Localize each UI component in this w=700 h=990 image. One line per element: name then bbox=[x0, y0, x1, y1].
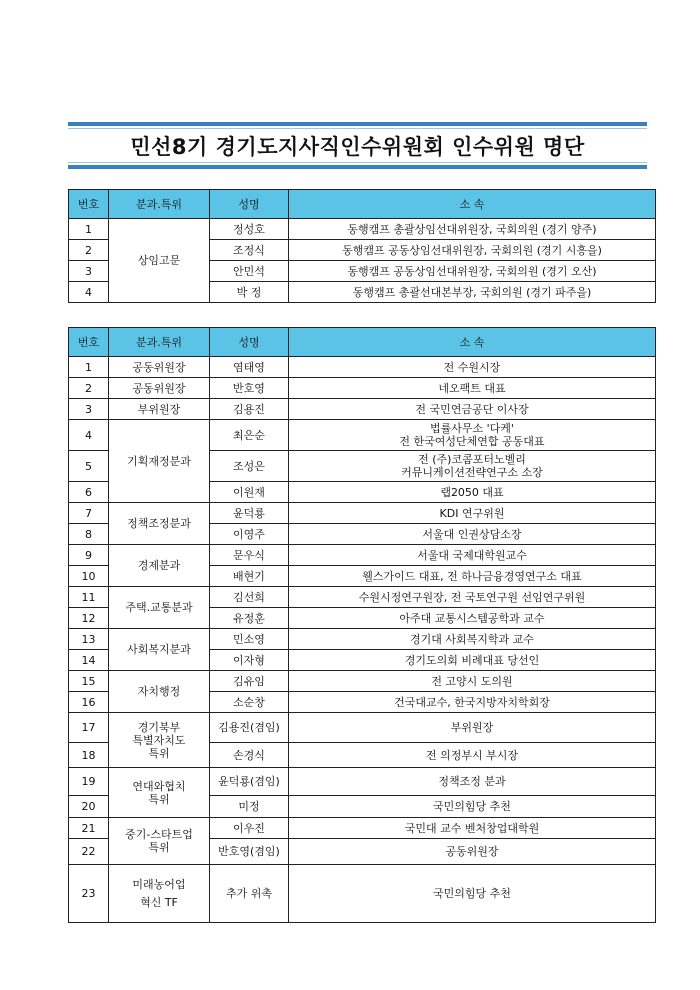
row-num: 14 bbox=[69, 650, 109, 671]
row-affiliation: 수원시정연구원장, 전 국토연구원 선임연구위원 bbox=[289, 587, 656, 608]
row-affiliation: 국민의힘당 추천 bbox=[289, 865, 656, 923]
row-affiliation: 부위원장 bbox=[289, 713, 656, 743]
row-affiliation bbox=[289, 451, 656, 482]
row-name: 반호영(겸임) bbox=[210, 839, 289, 865]
table-row bbox=[69, 399, 656, 420]
row-name: 윤덕룡(겸임) bbox=[210, 768, 289, 796]
header-num: 번호 bbox=[69, 190, 109, 219]
row-num: 3 bbox=[69, 261, 109, 282]
row-num: 7 bbox=[69, 503, 109, 524]
row-name: 이우진 bbox=[210, 818, 289, 839]
members-table bbox=[68, 327, 656, 923]
row-affiliation: 동행캠프 총괄선대본부장, 국회의원 (경기 파주을) bbox=[289, 282, 656, 303]
table-header-row bbox=[69, 328, 656, 357]
row-affiliation: 동행캠프 총괄상임선대위원장, 국회의원 (경기 양주) bbox=[289, 219, 656, 240]
table-row bbox=[69, 713, 656, 743]
row-division: 경제분과 bbox=[109, 545, 210, 587]
affiliation-line: 커뮤니케이션전략연구소 소장 bbox=[401, 466, 543, 479]
row-num: 4 bbox=[69, 420, 109, 451]
row-division: 기획재정분과 bbox=[109, 420, 210, 503]
row-division bbox=[109, 713, 210, 768]
row-division: 부위원장 bbox=[109, 399, 210, 420]
row-num: 11 bbox=[69, 587, 109, 608]
division-line: 특위 bbox=[148, 841, 170, 854]
table-row bbox=[69, 587, 656, 608]
row-affiliation: 정책조정 분과 bbox=[289, 768, 656, 796]
table-row bbox=[69, 545, 656, 566]
row-num: 4 bbox=[69, 282, 109, 303]
row-num: 2 bbox=[69, 240, 109, 261]
row-name: 안민석 bbox=[210, 261, 289, 282]
affiliation-line: 전 (주)코콤포터노벨리 bbox=[418, 453, 526, 466]
page-title: 민선8기 경기도지사직인수위원회 인수위원 명단 bbox=[130, 134, 585, 159]
division-line: 미래농어업 bbox=[132, 878, 186, 891]
division-line: 중기-스타트업 bbox=[125, 828, 193, 841]
row-name: 조정식 bbox=[210, 240, 289, 261]
row-name: 유정훈 bbox=[210, 608, 289, 629]
row-name: 염태영 bbox=[210, 357, 289, 378]
header-name: 성명 bbox=[210, 190, 289, 219]
row-num: 8 bbox=[69, 524, 109, 545]
row-affiliation: 동행캠프 공동상임선대위원장, 국회의원 (경기 시흥을) bbox=[289, 240, 656, 261]
affiliation-line: 법률사무소 '다케' bbox=[430, 422, 514, 435]
row-num: 19 bbox=[69, 768, 109, 796]
row-division: 공동위원장 bbox=[109, 357, 210, 378]
row-division: 사회복지분과 bbox=[109, 629, 210, 671]
row-division bbox=[109, 818, 210, 865]
row-name: 민소영 bbox=[210, 629, 289, 650]
header-num: 번호 bbox=[69, 328, 109, 357]
row-name: 손경식 bbox=[210, 743, 289, 768]
row-affiliation: 서울대 인권상담소장 bbox=[289, 524, 656, 545]
row-affiliation: 건국대교수, 한국지방자치학회장 bbox=[289, 692, 656, 713]
table-row bbox=[69, 818, 656, 839]
division-line: 경기북부 bbox=[137, 720, 181, 734]
row-num: 22 bbox=[69, 839, 109, 865]
row-division: 정책조정분과 bbox=[109, 503, 210, 545]
row-division bbox=[109, 768, 210, 818]
row-affiliation: 국민대 교수 벤처창업대학원 bbox=[289, 818, 656, 839]
row-name: 배현기 bbox=[210, 566, 289, 587]
row-name: 윤덕룡 bbox=[210, 503, 289, 524]
division-line: 연대와협치 bbox=[132, 779, 186, 793]
row-name: 조성은 bbox=[210, 451, 289, 482]
header-affiliation: 소 속 bbox=[289, 190, 656, 219]
table-row bbox=[69, 503, 656, 524]
row-affiliation: 전 의정부시 부시장 bbox=[289, 743, 656, 768]
row-affiliation: 경기도의회 비례대표 당선인 bbox=[289, 650, 656, 671]
row-affiliation: 전 수원시장 bbox=[289, 357, 656, 378]
row-division bbox=[109, 865, 210, 923]
table-row bbox=[69, 865, 656, 923]
row-num: 9 bbox=[69, 545, 109, 566]
row-num: 16 bbox=[69, 692, 109, 713]
division-line: 특위 bbox=[148, 792, 170, 806]
row-num: 17 bbox=[69, 713, 109, 743]
affiliation-line: 전 한국여성단체연합 공동대표 bbox=[399, 435, 545, 448]
row-affiliation: 웰스가이드 대표, 전 하나금융경영연구소 대표 bbox=[289, 566, 656, 587]
row-name: 미정 bbox=[210, 796, 289, 818]
row-num: 5 bbox=[69, 451, 109, 482]
row-affiliation: 전 고양시 도의원 bbox=[289, 671, 656, 692]
table-row bbox=[69, 671, 656, 692]
table-row bbox=[69, 768, 656, 796]
row-name: 반호영 bbox=[210, 378, 289, 399]
row-affiliation bbox=[289, 420, 656, 451]
row-affiliation: 동행캠프 공동상임선대위원장, 국회의원 (경기 오산) bbox=[289, 261, 656, 282]
row-division: 주택.교통분과 bbox=[109, 587, 210, 629]
row-name: 김용진(겸임) bbox=[210, 713, 289, 743]
table-row bbox=[69, 420, 656, 451]
row-name: 이원재 bbox=[210, 482, 289, 503]
row-affiliation: 서울대 국제대학원교수 bbox=[289, 545, 656, 566]
row-num: 13 bbox=[69, 629, 109, 650]
row-affiliation: 아주대 교통시스템공학과 교수 bbox=[289, 608, 656, 629]
row-num: 10 bbox=[69, 566, 109, 587]
table-row bbox=[69, 357, 656, 378]
header-name: 성명 bbox=[210, 328, 289, 357]
row-affiliation: 전 국민연금공단 이사장 bbox=[289, 399, 656, 420]
advisors-table bbox=[68, 189, 656, 303]
row-num: 1 bbox=[69, 219, 109, 240]
row-name: 최은순 bbox=[210, 420, 289, 451]
row-num: 15 bbox=[69, 671, 109, 692]
header-division: 분과.특위 bbox=[109, 190, 210, 219]
title-banner bbox=[68, 122, 647, 169]
row-division: 자치행정 bbox=[109, 671, 210, 713]
row-num: 6 bbox=[69, 482, 109, 503]
table-row bbox=[69, 378, 656, 399]
division-line: 특위 bbox=[148, 746, 170, 760]
row-division: 상임고문 bbox=[109, 219, 210, 303]
row-num: 18 bbox=[69, 743, 109, 768]
header-division: 분과.특위 bbox=[109, 328, 210, 357]
table-header-row bbox=[69, 190, 656, 219]
row-num: 1 bbox=[69, 357, 109, 378]
division-line: 혁신 TF bbox=[140, 896, 178, 909]
row-num: 21 bbox=[69, 818, 109, 839]
row-name: 김용진 bbox=[210, 399, 289, 420]
row-name: 박 정 bbox=[210, 282, 289, 303]
row-name: 소순창 bbox=[210, 692, 289, 713]
row-num: 20 bbox=[69, 796, 109, 818]
row-division: 공동위원장 bbox=[109, 378, 210, 399]
row-affiliation: 국민의힘당 추천 bbox=[289, 796, 656, 818]
table-row bbox=[69, 629, 656, 650]
row-name: 문우식 bbox=[210, 545, 289, 566]
header-affiliation: 소 속 bbox=[289, 328, 656, 357]
row-name: 추가 위촉 bbox=[210, 865, 289, 923]
row-num: 3 bbox=[69, 399, 109, 420]
row-num: 12 bbox=[69, 608, 109, 629]
division-line: 특별자치도 bbox=[132, 733, 186, 747]
table-row bbox=[69, 219, 656, 240]
row-affiliation: KDI 연구위원 bbox=[289, 503, 656, 524]
row-affiliation: 경기대 사회복지학과 교수 bbox=[289, 629, 656, 650]
row-affiliation: 랩2050 대표 bbox=[289, 482, 656, 503]
row-name: 김유임 bbox=[210, 671, 289, 692]
row-num: 2 bbox=[69, 378, 109, 399]
row-name: 김선희 bbox=[210, 587, 289, 608]
row-affiliation: 네오팩트 대표 bbox=[289, 378, 656, 399]
row-affiliation: 공동위원장 bbox=[289, 839, 656, 865]
row-name: 정성호 bbox=[210, 219, 289, 240]
row-name: 이영주 bbox=[210, 524, 289, 545]
row-name: 이자형 bbox=[210, 650, 289, 671]
row-num: 23 bbox=[69, 865, 109, 923]
